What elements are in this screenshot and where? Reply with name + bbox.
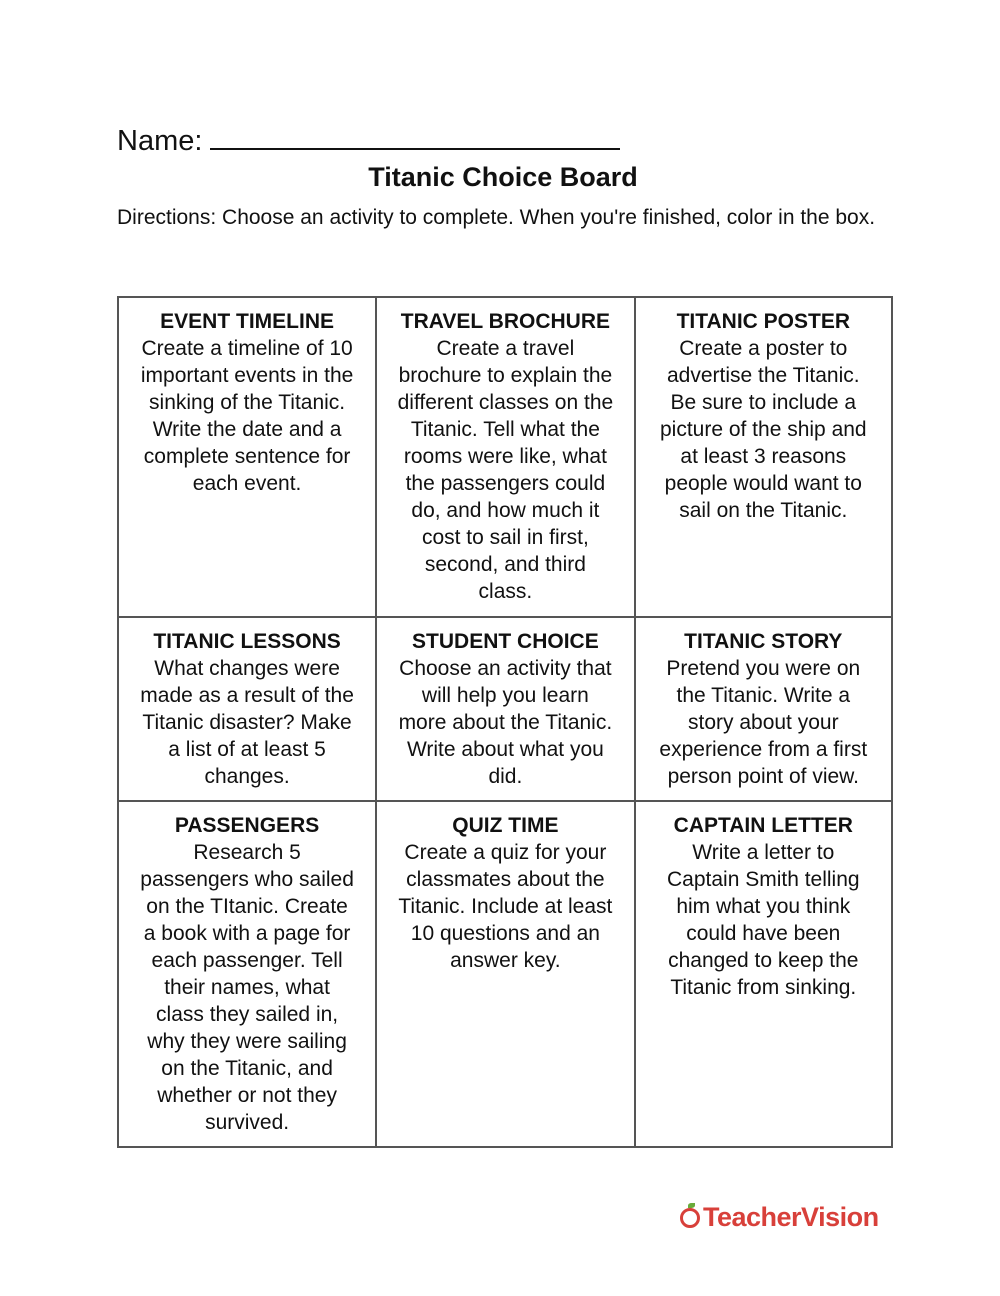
activity-heading: EVENT TIMELINE [160,310,335,333]
activity-text-line: did. [488,765,523,788]
activity-text-line: classmates about the [406,868,605,891]
apple-icon [680,1208,700,1228]
name-label: Name: [117,125,203,157]
activity-text-line: passengers who sailed [140,868,354,891]
activity-text-line: Create a travel [436,337,575,360]
activity-text-line: a book with a page for [143,922,351,945]
activity-text-line: the Titanic. Write a [676,684,851,707]
activity-text-line: Titanic. Include at least [398,895,613,918]
activity-text-line: do, and how much it [411,499,600,522]
activity-text-line: person point of view. [667,765,860,788]
activity-text-line: Write the date and a [152,418,342,441]
activity-text-line: Create a poster to [679,337,848,360]
activity-text-line: survived. [205,1111,290,1134]
activity-text-line: will help you learn [421,684,589,707]
activity-text-line: story about your [688,711,839,734]
activity-heading: TITANIC LESSONS [153,630,341,653]
board-row [118,617,892,801]
activity-text-line: answer key. [450,949,561,972]
activity-text-line: Create a quiz for your [404,841,607,864]
activity-text-line: changed to keep the [668,949,859,972]
activity-text-line: Titanic from sinking. [670,976,857,999]
activity-text-line: Titanic disaster? Make [142,711,352,734]
activity-text-line: What changes were [154,657,340,680]
activity-text-line: Write about what you [406,738,604,761]
activity-cell[interactable] [635,297,892,617]
activity-text-line: made as a result of the [140,684,354,707]
activity-text-line: 10 questions and an [410,922,600,945]
activity-text-line: sinking of the Titanic. [149,391,346,414]
activity-text-line: Be sure to include a [670,391,857,414]
activity-heading: TITANIC POSTER [676,310,851,333]
name-field [117,120,620,158]
activity-cell[interactable] [118,617,376,801]
activity-cell[interactable] [118,801,376,1147]
activity-heading: STUDENT CHOICE [412,630,599,653]
activity-text-line: Titanic. Tell what the [410,418,600,441]
choice-board [117,296,893,1148]
activity-text-line: picture of the ship and [659,418,867,441]
activity-text-line: at least 3 reasons [680,445,847,468]
activity-text-line: him what you think [676,895,851,918]
activity-text-line: second, and third [424,553,586,576]
activity-text-line: Choose an activity that [399,657,612,680]
activity-text-line: cost to sail in first, [421,526,589,549]
activity-heading: PASSENGERS [174,814,320,837]
board-row [118,297,892,617]
activity-text-line: important events in the [140,364,354,387]
teachervision-logo [680,1202,879,1233]
activity-text-line: complete sentence for [143,445,351,468]
activity-text-line: class. [478,580,533,603]
activity-text-line: Captain Smith telling [666,868,860,891]
activity-text-line: could have been [686,922,841,945]
board-row [118,801,892,1147]
activity-cell[interactable] [376,617,634,801]
activity-cell[interactable] [635,617,892,801]
activity-heading: QUIZ TIME [452,814,559,837]
logo-text: TeacherVision [703,1202,879,1232]
activity-text-line: brochure to explain the [398,364,613,387]
activity-text-line: experience from a first [659,738,868,761]
activity-cell[interactable] [118,297,376,617]
activity-text-line: on the TItanic. Create [146,895,348,918]
activity-text-line: changes. [204,765,290,788]
activity-text-line: each event. [192,472,302,495]
activity-text-line: Pretend you were on [666,657,861,680]
activity-text-line: a list of at least 5 [168,738,326,761]
activity-cell[interactable] [376,297,634,617]
name-blank-line[interactable] [210,120,620,150]
activity-text-line: Write a letter to [692,841,835,864]
activity-heading: TITANIC STORY [684,630,843,653]
activity-text-line: their names, what [164,976,330,999]
activity-heading: TRAVEL BROCHURE [400,310,610,333]
activity-text-line: Create a timeline of 10 [141,337,353,360]
activity-text-line: sail on the Titanic. [679,499,848,522]
activity-text-line: advertise the Titanic. [666,364,860,387]
activity-cell[interactable] [635,801,892,1147]
activity-heading: CAPTAIN LETTER [673,814,853,837]
activity-text-line: rooms were like, what [403,445,607,468]
page-title: Titanic Choice Board [368,162,638,192]
activity-text-line: each passenger. Tell [151,949,343,972]
activity-text-line: different classes on the [397,391,614,414]
activity-text-line: on the Titanic, and [161,1057,333,1080]
activity-text-line: people would want to [664,472,862,495]
activity-text-line: Research 5 [193,841,301,864]
activity-text-line: class they sailed in, [156,1003,339,1026]
activity-text-line: whether or not they [157,1084,337,1107]
activity-text-line: more about the Titanic. [398,711,613,734]
directions: Directions: Choose an activity to complete. When you're finished, color in the box. [117,206,876,229]
activity-text-line: the passengers could [405,472,606,495]
activity-text-line: why they were sailing [147,1030,347,1053]
activity-cell[interactable] [376,801,634,1147]
